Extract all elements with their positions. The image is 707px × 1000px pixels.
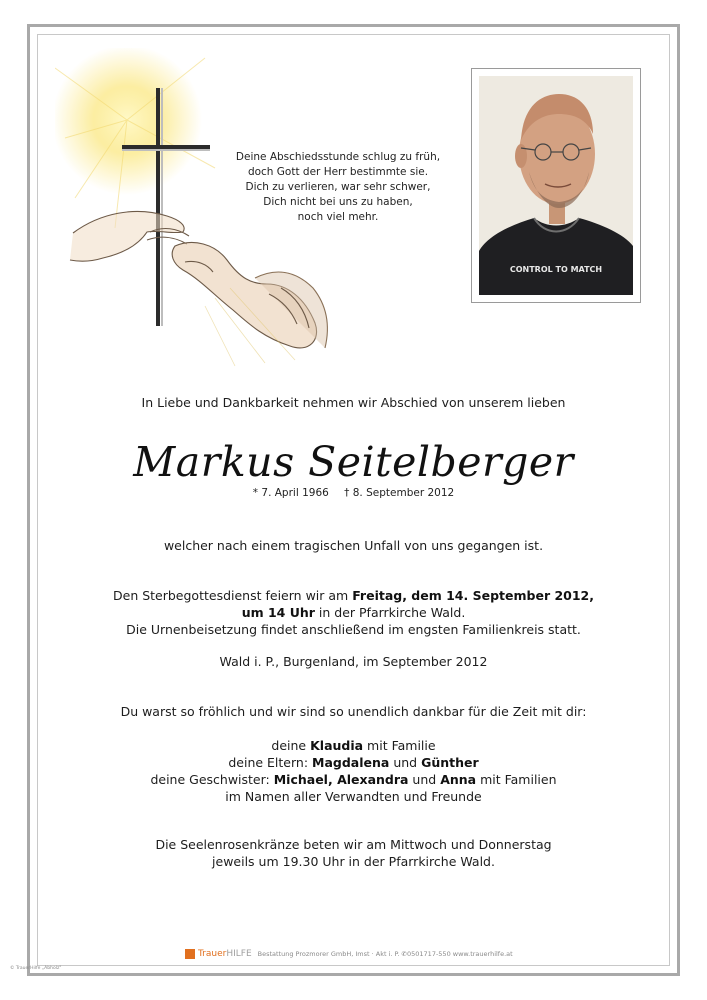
shirt-print: CONTROL TO MATCH [509,265,603,274]
service-line-1 [0,587,707,604]
service-text: Den Sterbegottesdienst feiern wir am [113,588,353,603]
birth-date: * 7. April 1966 [252,487,329,499]
poem-line: noch viel mehr. [297,211,379,223]
mourner-name: Michael, Alexandra [273,772,409,787]
mourners-block [0,737,707,805]
mourner-name: Günther [421,755,479,770]
mourner-text: mit Familie [363,738,436,753]
mourner-text: und [389,755,422,770]
rosary-line: Die Seelenrosenkränze beten wir am Mittwoch und Donnerstag [155,837,552,852]
service-time: um 14 Uhr [241,605,315,620]
mourner-line [0,737,707,754]
mourner-line [0,754,707,771]
service-line-2 [0,604,707,621]
service-location: in der Pfarrkirche Wald. [314,605,466,620]
service-date: Freitag, dem 14. September 2012, [352,588,594,603]
death-date: † 8. September 2012 [344,487,455,499]
mourner-text: deine Eltern: [228,755,313,770]
poem-line: Deine Abschiedsstunde schlug zu früh, [235,151,441,163]
poem-line: Dich nicht bei uns zu haben, [263,196,413,208]
rosary-block [0,836,707,870]
service-line-3: Die Urnenbeisetzung findet anschließend im engsten Familienkreis statt. [126,622,581,637]
trauerhilfe-logo-icon [185,949,195,959]
intro-text: In Liebe und Dankbarkeit nehmen wir Abschied von unserem lieben [141,395,566,410]
service-block [0,587,707,638]
mourner-name: Magdalena [312,755,390,770]
poem [228,150,448,225]
mourner-text: deine Geschwister: [150,772,274,787]
life-dates [0,487,707,499]
image-credit: © TrauerHilfe „Abholz" [10,966,62,971]
brand-name-part: HILFE [226,949,252,959]
portrait-image [479,76,633,295]
footer [185,949,545,963]
thanks-text: Du warst so fröhlich und wir sind so unendlich dankbar für die Zeit mit dir: [120,704,587,719]
mourner-line [0,771,707,788]
deceased-name: Markus Seitelberger [133,438,574,486]
rosary-line: jeweils um 19.30 Uhr in der Pfarrkirche Wald. [212,854,495,869]
mourner-line: im Namen aller Verwandten und Freunde [225,789,482,804]
circumstance-text: welcher nach einem tragischen Unfall von uns gegangen ist. [163,538,544,553]
mourner-text: deine [271,738,311,753]
mourner-name: Klaudia [310,738,364,753]
poem-line: doch Gott der Herr bestimmte sie. [247,166,429,178]
mourner-text: und [408,772,441,787]
portrait-frame [471,68,641,303]
brand-name-part: Trauer [198,949,227,959]
place-date: Wald i. P., Burgenland, im September 2012 [219,654,488,669]
sun-icon [55,48,215,228]
portrait-photo [479,76,633,295]
mourner-text: mit Familien [476,772,557,787]
hands-icon [70,211,327,348]
poem-line: Dich zu verlieren, war sehr schwer, [245,181,431,193]
mourner-name: Anna [440,772,477,787]
footer-info: Bestattung Prozmorer GmbH, Imst · Akt i. P. ✆0501717-550 www.trauerhilfe.at [257,950,513,958]
